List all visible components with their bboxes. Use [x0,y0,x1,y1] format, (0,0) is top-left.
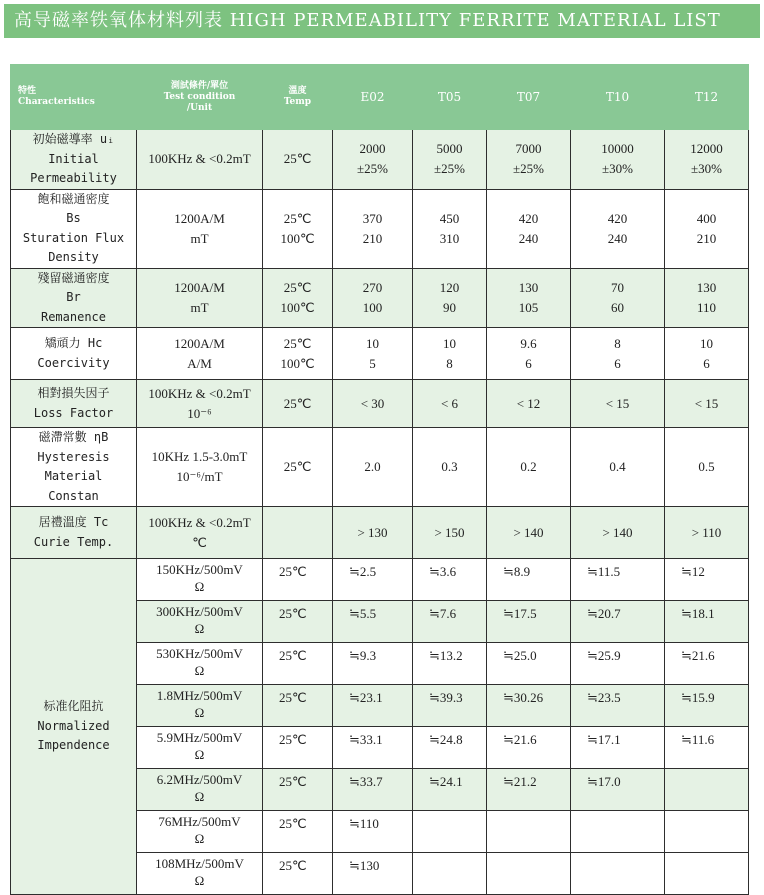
value: ≒33.7 [349,774,383,789]
test-condition-cell [137,769,263,811]
value: ±25% [513,161,544,177]
temp-value: 25℃ [279,564,307,579]
characteristic-label: Bs [66,211,81,225]
value-cell [413,328,487,380]
temp-value: 25℃ [279,606,307,621]
temp-cell [263,507,333,559]
characteristic-label: Impendence [37,738,110,753]
value: 2.0 [364,459,381,474]
temp-cell [263,811,333,853]
value: ≒3.6 [429,564,457,579]
value: > 140 [513,524,544,540]
header-label: Test condition [163,91,236,102]
ferrite-material-table [10,64,749,895]
temp-cell [263,559,333,601]
characteristic-label: Loss Factor [33,405,114,420]
value: 9.6 [520,335,537,351]
value: > 130 [357,524,388,540]
header-label: 測試條件/單位 [170,80,229,91]
value: 400 [696,210,717,226]
value: 6 [525,355,532,371]
test-condition: 1.8MHz/500mV [156,688,243,703]
value-cell [665,428,749,507]
value: 6 [614,355,621,371]
characteristic-label: 矯頑力 Hc [44,336,103,350]
value: 5 [369,355,376,371]
value: 420 [607,210,628,226]
value-cell [413,268,487,328]
value: 120 [439,279,460,295]
value-cell [413,769,487,811]
value: ≒21.2 [503,774,537,789]
test-condition-cell [137,328,263,380]
test-condition-cell [137,601,263,643]
test-condition: Ω [194,621,205,636]
test-condition-cell [137,380,263,428]
value: < 15 [605,395,630,411]
characteristic-label: Remanence [40,309,107,324]
temp-value: 100℃ [280,230,315,246]
test-condition: Ω [194,579,205,594]
value: 210 [362,230,383,246]
value-cell [571,643,665,685]
value-cell [487,189,571,268]
test-condition: Ω [194,789,205,804]
test-condition: 150KHz/500mV [156,562,243,577]
value-cell [665,769,749,811]
value-cell [665,643,749,685]
value-cell [413,727,487,769]
value: 0.5 [698,459,715,474]
value: 450 [439,210,460,226]
test-condition: 530KHz/500mV [156,646,243,661]
value: 6 [703,355,710,371]
value-cell [571,853,665,895]
characteristic-label: Br [66,290,81,304]
value-cell [487,601,571,643]
value: ≒23.5 [587,690,621,705]
value-cell [413,853,487,895]
value-cell [413,811,487,853]
value-cell [333,328,413,380]
value: 310 [439,230,460,246]
value-cell [571,130,665,190]
value: ≒17.5 [503,606,537,621]
characteristic-label: 殘留磁通密度 [37,270,110,285]
test-condition-cell [137,507,263,559]
characteristic-label: 磁滯常數 ηB [38,430,109,444]
value-cell [571,328,665,380]
test-condition: ℃ [192,534,207,550]
value-cell [487,428,571,507]
header-row [11,65,749,130]
test-condition: A/M [187,355,212,371]
value: 130 [696,279,717,295]
value: ±30% [691,161,722,177]
temp-cell [263,268,333,328]
test-condition: 300KHz/500mV [156,604,243,619]
value-cell [333,268,413,328]
value-cell [333,601,413,643]
value: > 150 [434,524,465,540]
test-condition: Ω [194,747,205,762]
value-cell [665,507,749,559]
value: 5000 [436,141,463,157]
value-cell [571,268,665,328]
value-cell [571,507,665,559]
test-condition-cell [137,130,263,190]
header-label: Temp [283,97,312,107]
test-condition-cell [137,643,263,685]
test-condition: 10⁻⁶/mT [176,469,223,484]
value-cell [665,853,749,895]
header-grade: T10 [571,65,665,130]
value: ≒12 [681,564,705,579]
temp-value: 100℃ [280,299,315,315]
temp-cell [263,727,333,769]
value-cell [571,559,665,601]
characteristic-label: 相對損失因子 [37,386,110,400]
test-condition: 10⁻⁶ [187,405,212,421]
temp-cell [263,380,333,428]
value: ≒30.26 [503,690,544,705]
value: 0.2 [520,459,537,474]
value-cell [413,643,487,685]
table-row [11,428,749,507]
value: ≒33.1 [349,732,383,747]
value: ≒39.3 [429,690,463,705]
test-condition-cell [137,853,263,895]
temp-cell [263,130,333,190]
test-condition-cell [137,189,263,268]
test-condition-cell [137,268,263,328]
value-cell [487,328,571,380]
value: 2000 [359,141,386,157]
characteristic-label: Permeability [30,171,117,185]
value-cell [487,643,571,685]
value: < 12 [516,395,541,411]
characteristic-label: Hysteresis [37,449,110,464]
value-cell [333,685,413,727]
value-cell [413,130,487,190]
value: 240 [518,230,539,246]
value: ≒130 [349,858,380,873]
temp-value: 25℃ [283,151,312,167]
header-grade: T12 [665,65,749,130]
temp-value: 25℃ [279,690,307,705]
value-cell [333,428,413,507]
temp-cell [263,643,333,685]
value-cell [487,130,571,190]
header-grade: E02 [333,65,413,130]
value: 0.4 [609,459,626,474]
value-cell [487,559,571,601]
value: ≒11.6 [681,732,715,747]
value: < 30 [360,395,385,411]
table-row [11,328,749,380]
value: ≒23.1 [349,690,383,705]
test-condition: 6.2MHz/500mV [156,772,243,787]
value-cell [487,853,571,895]
value-cell [571,428,665,507]
value: ≒25.0 [503,648,537,663]
value-cell [333,380,413,428]
value: ≒13.2 [429,648,463,663]
value-cell [333,559,413,601]
value: ≒7.6 [429,606,457,621]
value: 10 [700,335,713,351]
value-cell [487,811,571,853]
value-cell [333,727,413,769]
value: ≒2.5 [349,564,377,579]
value: 240 [607,230,628,246]
characteristic-label: Sturation Flux [22,230,125,245]
value-cell [665,601,749,643]
temp-cell [263,601,333,643]
characteristic-cell [11,380,137,428]
header-label: 溫度 [288,86,307,96]
value-cell [665,189,749,268]
table-row [11,507,749,559]
characteristic-label: Initial [48,151,99,166]
value: < 6 [440,395,459,411]
value: 370 [362,210,383,226]
test-condition-cell [137,811,263,853]
value-cell [665,268,749,328]
value: > 110 [691,524,722,540]
header-test-condition [137,65,263,130]
value: ±25% [357,161,388,177]
value-cell [413,601,487,643]
header-characteristics [11,65,137,130]
value: 420 [518,210,539,226]
value: ≒24.8 [429,732,463,747]
test-condition: Ω [194,873,205,888]
test-condition-cell [137,428,263,507]
test-condition-cell [137,727,263,769]
test-condition: 100KHz & <0.2mT [148,385,251,401]
value-cell [333,189,413,268]
value-cell [571,727,665,769]
header-label: 特性 [18,86,37,96]
characteristic-label: 居禮溫度 Tc [38,515,109,529]
temp-cell [263,328,333,380]
header-grade: T07 [487,65,571,130]
value: ≒8.9 [503,564,531,579]
value-cell [333,130,413,190]
test-condition: 100KHz & <0.2mT [148,514,251,530]
value: 110 [696,299,717,315]
value: 10000 [601,141,634,157]
temp-value: 25℃ [279,858,307,873]
value: ≒17.1 [587,732,621,747]
characteristic-cell [11,189,137,268]
test-condition: mT [190,299,209,315]
test-condition: Ω [194,663,205,678]
value-cell [413,189,487,268]
temp-cell [263,853,333,895]
value: ≒17.0 [587,774,621,789]
value: ≒21.6 [681,648,715,663]
value: 210 [696,230,717,246]
value: ≒11.5 [587,564,621,579]
value-cell [571,380,665,428]
value-cell [333,643,413,685]
temp-value: 25℃ [283,335,312,351]
temp-cell [263,428,333,507]
value-cell [665,727,749,769]
impedance-row [11,559,749,601]
impedance-characteristic-cell [11,559,137,895]
temp-value: 25℃ [283,459,312,474]
value: 10 [366,335,379,351]
value-cell [487,685,571,727]
value-cell [571,811,665,853]
value: ±30% [602,161,633,177]
value-cell [571,685,665,727]
temp-value: 25℃ [283,395,312,411]
value: 0.3 [441,459,458,474]
value: ≒18.1 [681,606,715,621]
value-cell [571,601,665,643]
value: 60 [611,299,624,315]
value-cell [487,380,571,428]
table-row [11,380,749,428]
characteristic-label: Material [44,469,103,483]
value: 70 [611,279,624,295]
value: ≒9.3 [349,648,377,663]
value: < 15 [694,395,719,411]
table-row [11,130,749,190]
characteristic-label: 飽和磁通密度 [37,191,110,206]
test-condition-cell [137,559,263,601]
value-cell [413,380,487,428]
value-cell [571,189,665,268]
characteristic-label: Normalized [37,718,110,733]
temp-value: 25℃ [283,210,312,226]
value-cell [487,769,571,811]
test-condition: 1200A/M [174,210,225,226]
table-row [11,268,749,328]
header-label: /Unit [186,102,213,113]
value: 130 [518,279,539,295]
value: ±25% [434,161,465,177]
temp-value: 100℃ [280,355,315,371]
characteristic-cell [11,268,137,328]
header-grade: T05 [413,65,487,130]
value-cell [665,811,749,853]
test-condition: mT [190,230,209,246]
value-cell [665,380,749,428]
value: 105 [518,299,539,315]
temp-value: 25℃ [283,279,312,295]
test-condition: Ω [194,705,205,720]
page-title: 高导磁率铁氧体材料列表 HIGH PERMEABILITY FERRITE MATERIAL LIST [4,4,760,38]
test-condition: Ω [194,831,205,846]
test-condition: 5.9MHz/500mV [156,730,243,745]
value: ≒110 [349,816,379,831]
value: 8 [614,335,621,351]
value: ≒15.9 [681,690,715,705]
test-condition: 1200A/M [174,335,225,351]
value: 12000 [690,141,723,157]
test-condition: 1200A/M [174,279,225,295]
test-condition: 108MHz/500mV [155,856,244,871]
value: ≒5.5 [349,606,377,621]
temp-value: 25℃ [279,732,307,747]
value: > 140 [602,524,633,540]
characteristic-cell [11,507,137,559]
value: ≒21.6 [503,732,537,747]
test-condition: 100KHz & <0.2mT [148,151,251,167]
characteristic-cell [11,428,137,507]
value-cell [333,811,413,853]
value-cell [487,727,571,769]
value-cell [333,507,413,559]
temp-cell [263,769,333,811]
characteristic-cell [11,130,137,190]
value-cell [333,853,413,895]
value-cell [571,769,665,811]
test-condition-cell [137,685,263,727]
value-cell [665,685,749,727]
characteristic-label: 标准化阻抗 [43,699,104,714]
test-condition: 76MHz/500mV [158,814,241,829]
characteristic-label: Coercivity [37,355,110,370]
characteristic-label: Constan [48,488,99,503]
value: 100 [362,299,383,315]
characteristic-label: Density [48,250,99,264]
test-condition: 10KHz 1.5-3.0mT [151,449,248,464]
value-cell [333,769,413,811]
temp-value: 25℃ [279,648,307,663]
value-cell [413,685,487,727]
value: 270 [362,279,383,295]
characteristic-label: Curie Temp. [33,534,114,549]
value-cell [413,507,487,559]
value-cell [487,507,571,559]
table-row [11,189,749,268]
temp-cell [263,685,333,727]
characteristic-label: 初始磁導率 uᵢ [32,132,115,146]
temp-cell [263,189,333,268]
value-cell [487,268,571,328]
temp-value: 25℃ [279,816,307,831]
header-temp [263,65,333,130]
value: ≒24.1 [429,774,463,789]
value-cell [665,130,749,190]
characteristic-cell [11,328,137,380]
value-cell [413,428,487,507]
value: 90 [443,299,456,315]
value: ≒25.9 [587,648,621,663]
value-cell [665,328,749,380]
header-label: Characteristics [18,97,95,107]
value-cell [665,559,749,601]
value-cell [413,559,487,601]
value: ≒20.7 [587,606,621,621]
value: 7000 [515,141,542,157]
value: 8 [446,355,453,371]
temp-value: 25℃ [279,774,307,789]
value: 10 [443,335,456,351]
